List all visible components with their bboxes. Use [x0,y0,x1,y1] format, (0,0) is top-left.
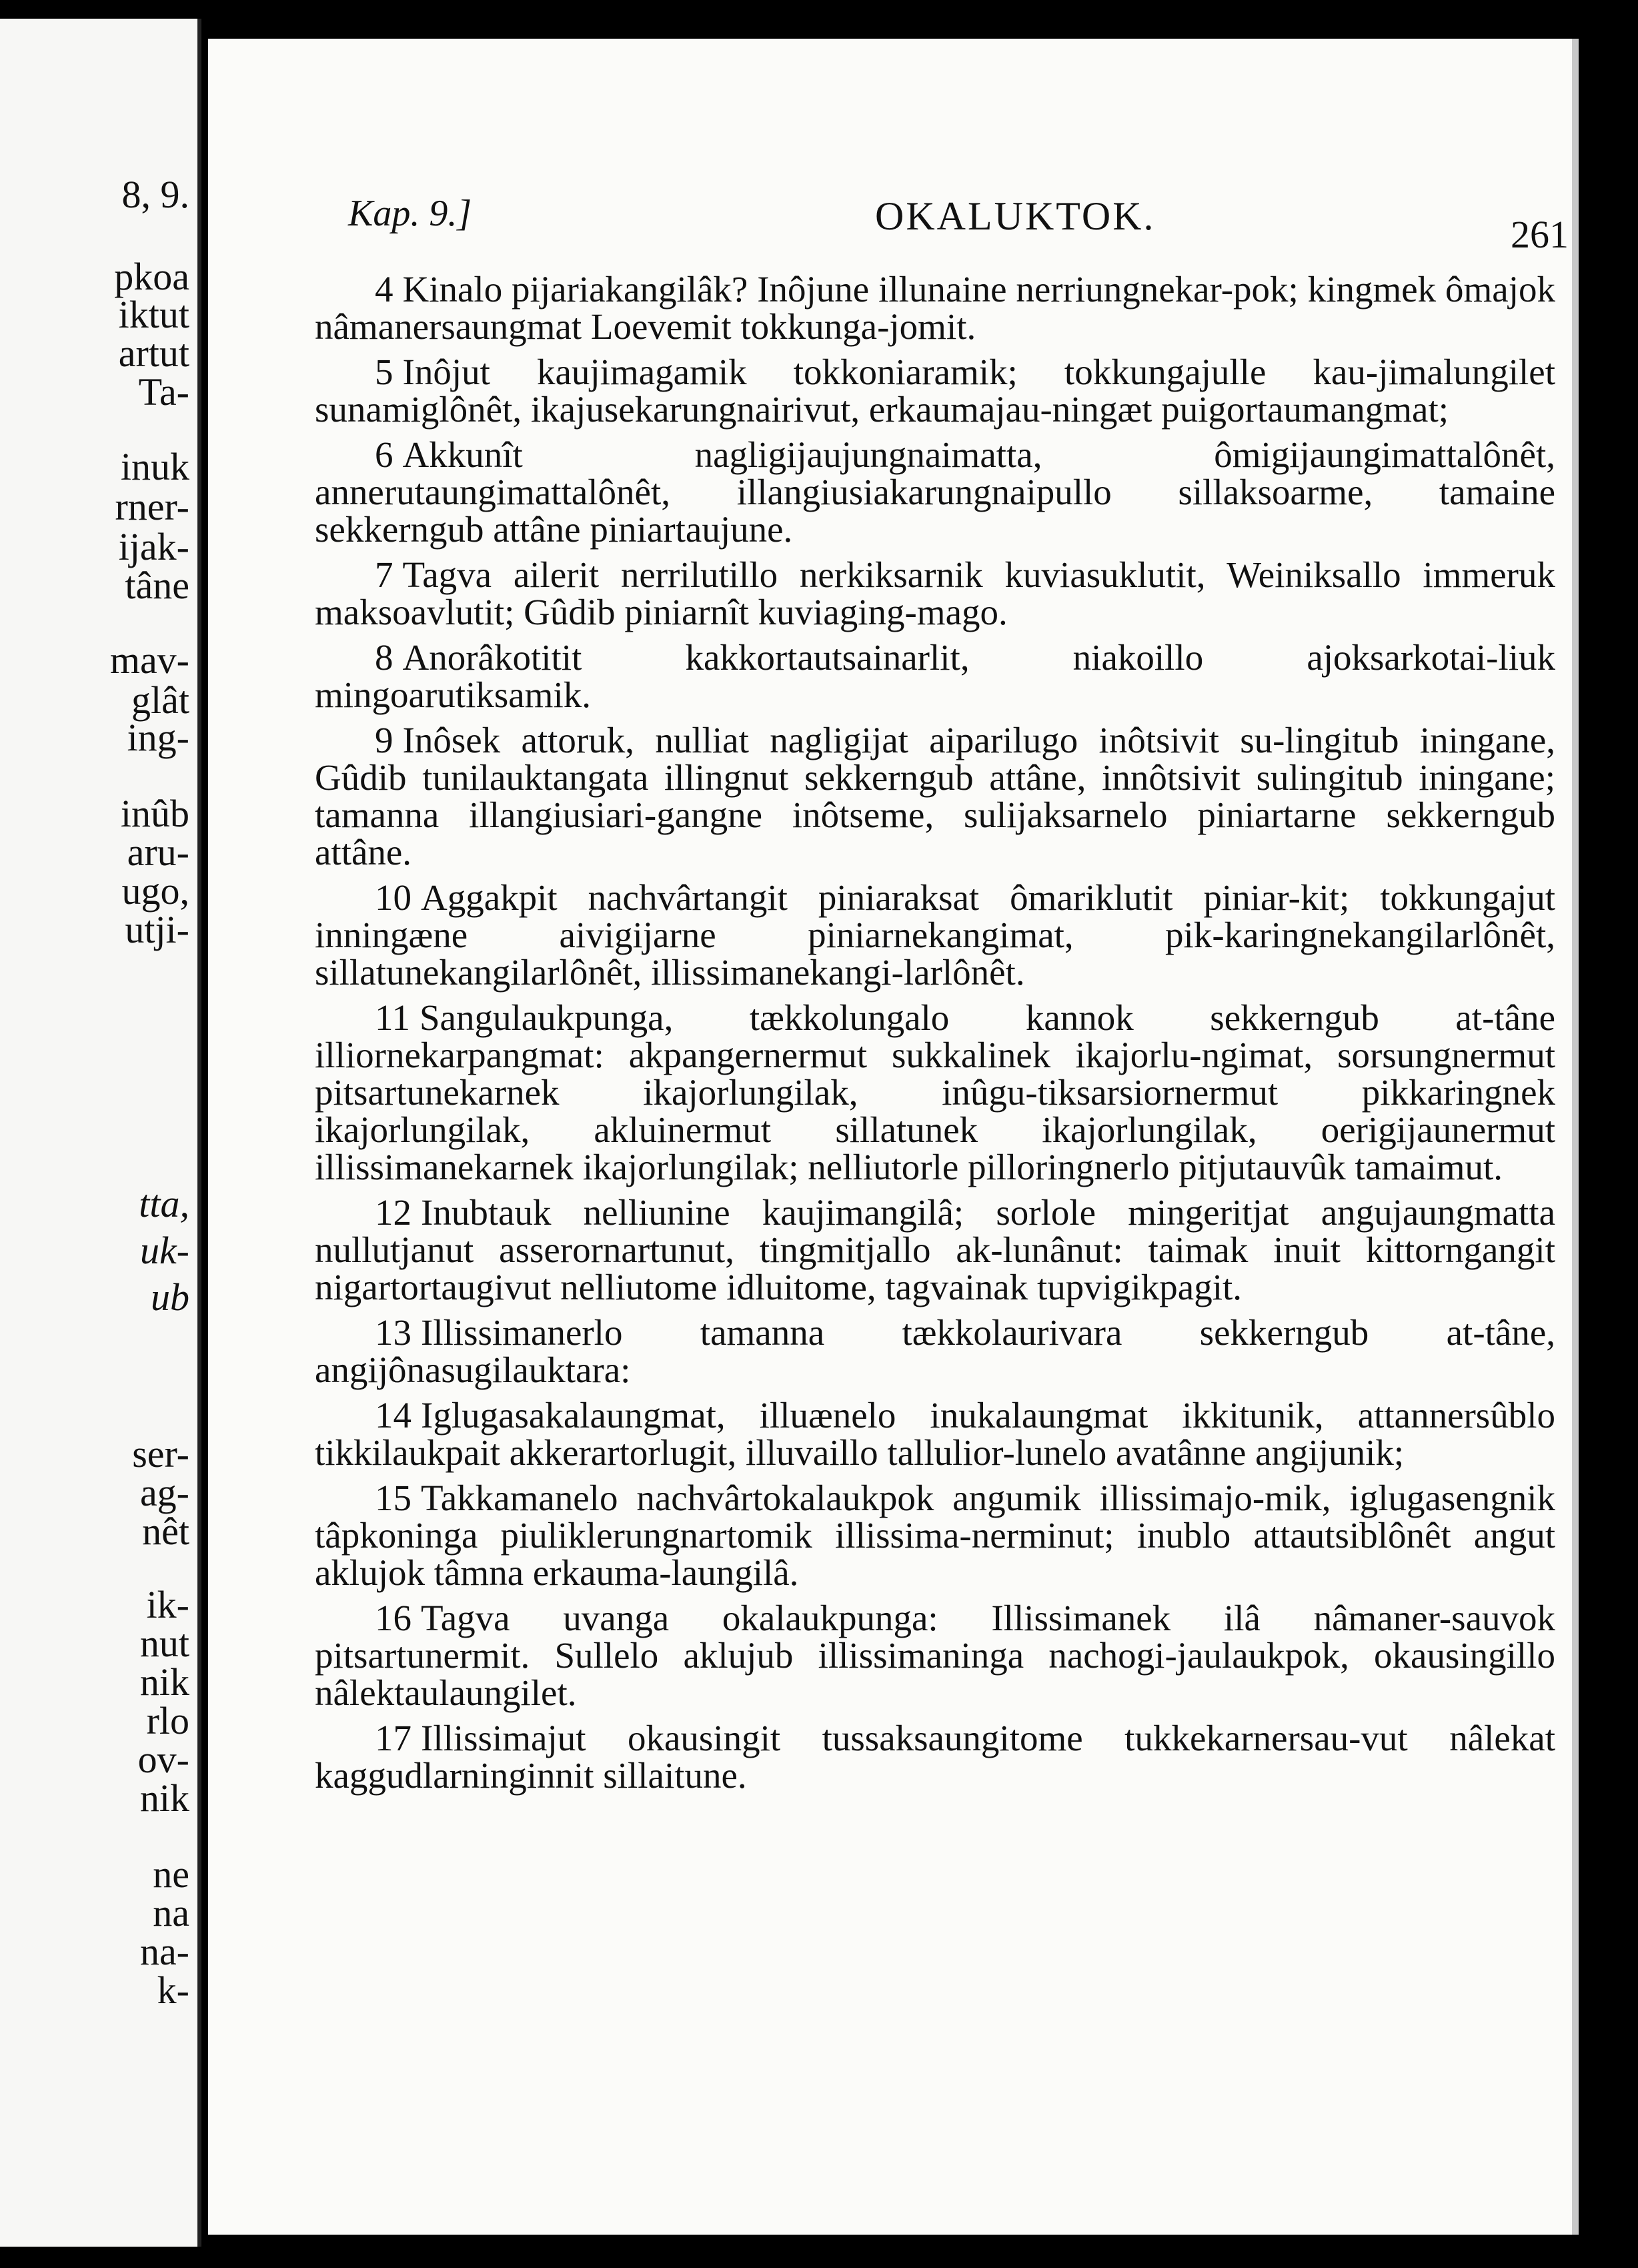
verse [315,722,1555,871]
margin-fragment: glât [131,678,189,722]
verse-text: Akkunît nagligijaujungnaimatta, ômigijaungimattalônêt, annerutaungimattalônêt, illangiusiakarungnaipullo sillaksoarme, tamaine sekkerngub attâne piniartaujune. [315,434,1555,550]
running-title: OKALUKTOK. [875,194,1156,238]
verse [315,354,1555,428]
verse-number: 7 [375,554,393,595]
running-header [348,187,1569,260]
verse-text: Inôjut kaujimagamik tokkoniaramik; tokkungajulle kau-jimalungilet sunamiglônêt, ikajusekarungnairivut, erkaumajau-ningæt puigortaumangmat; [315,352,1555,430]
verse-number: 16 [375,1598,412,1638]
verse-text: Tagva ailerit nerrilutillo nerkiksarnik kuviasuklutit, Weiniksallo immeruk maksoavlutit; Gûdib piniarnît kuviaging-mago. [315,554,1555,632]
verse-text: Anorâkotitit kakkortautsainarlit, niakoillo ajoksarkotai-liuk mingoarutiksamik. [315,637,1555,715]
margin-fragment: inuk [120,445,189,488]
verse [315,999,1555,1186]
verse-number: 4 [375,269,393,310]
verse [315,639,1555,714]
verse [315,879,1555,991]
verse [315,1480,1555,1592]
chapter-reference: Kap. 9.] [348,193,472,234]
verse [315,271,1555,346]
verse [315,1600,1555,1712]
facing-page-edge [0,19,201,2247]
book-page [208,39,1579,2235]
margin-fragment: nik [139,1776,189,1820]
margin-fragment: artut [118,332,189,375]
verse-text: Inubtauk nelliunine kaujimangilâ; sorlole mingeritjat angujaungmatta nullutjanut asserornartunut, tingmitjallo ak-lunânut: taimak inuit kittorngangit nigartortaugivut nelliutome idluitome, tagvainak tupvigikpagit. [315,1192,1555,1307]
margin-fragment: nut [139,1622,189,1665]
verse [315,1720,1555,1794]
margin-fragment: ijak- [118,525,189,568]
verse-number: 8 [375,637,393,678]
verse-number: 14 [375,1395,412,1436]
margin-fragment: utji- [125,908,189,951]
verse-number: 15 [375,1478,412,1518]
margin-fragment: 8, 9. [121,173,189,216]
margin-fragment: na- [139,1930,189,1973]
margin-fragment: rner- [115,485,189,528]
verse-number: 17 [375,1718,412,1758]
verse-text: Illissimajut okausingit tussaksaungitome tukkekarnersau-vut nâlekat kaggudlarninginnit sillaitune. [315,1718,1555,1796]
verse-text: Inôsek attoruk, nulliat nagligijat aiparilugo inôtsivit su-lingitub iningane, Gûdib tunilauktangata illingnut sekkerngub attâne, innôtsivit sulingitub iningane; tamanna illangiusiari-gangne inôtseme, sulijaksarnelo piniartarne sekkerngub attâne. [315,720,1555,873]
verse-number: 12 [375,1192,412,1233]
verse [315,556,1555,631]
verse [315,1397,1555,1472]
margin-fragment: ser- [132,1432,189,1476]
verse [315,1314,1555,1389]
margin-fragment: na [153,1891,189,1934]
verse-text: Iglugasakalaungmat, illuænelo inukalaungmat ikkitunik, attannersûblo tikkilaukpait akkerartorlugit, illuvaillo tallulior-lunelo avatânne angijunik; [315,1395,1555,1473]
margin-fragment: pkoa [114,255,189,298]
verse-number: 5 [375,352,393,392]
margin-fragment: ub [151,1275,189,1319]
margin-fragment: nêt [142,1510,189,1553]
margin-fragment: nik [139,1660,189,1704]
margin-fragment: uk- [139,1229,189,1272]
margin-fragment: ov- [137,1738,189,1781]
verse [315,1194,1555,1306]
margin-fragment: aru- [127,830,189,874]
margin-fragment: ag- [139,1471,189,1514]
page-number: 261 [1511,213,1569,256]
page-body [315,271,1555,1802]
verse-text: Kinalo pijariakangilâk? Inôjune illunaine nerriungnekar-pok; kingmek ômajok nâmanersaungmat Loevemit tokkunga-jomit. [315,269,1555,347]
verse-text: Tagva uvanga okalaukpunga: Illissimanek ilâ nâmaner-sauvok pitsartunermit. Sullelo aklujub illissimaninga nachogi-jaulaukpok, okausingillo nâlektaulaungilet. [315,1598,1555,1713]
verse-text: Illissimanerlo tamanna tækkolaurivara sekkerngub at-tâne, angijônasugilauktara: [315,1312,1555,1390]
margin-fragment: tta, [139,1182,189,1225]
margin-fragment: Ta- [138,370,189,414]
margin-fragment: k- [157,1968,189,2012]
verse-text: Takkamanelo nachvârtokalaukpok angumik illissimajo-mik, iglugasengnik tâpkoninga piuliklerungnartomik illissima-nerminut; inublo attautsiblônêt angut aklujok tâmna erkauma-laungilâ. [315,1478,1555,1593]
margin-fragment: ing- [127,716,189,759]
margin-fragment: rlo [146,1699,189,1742]
margin-fragment: iktut [118,293,189,336]
verse-text: Sangulaukpunga, tækkolungalo kannok sekkerngub at-tâne illiornekarpangmat: akpangernermut sukkalinek ikajorlu-ngimat, sorsungnermut pitsartunekarnek ikajorlungilak, inûgu-tiksarsiornermut pikkaringnek ikajorlungilak, akluinermut sillatunek ikajorlungilak, oerigijaunermut illissimanekarnek ikajorlungilak; nelliutorle pilloringnerlo pitjutauvûk tamaimut. [315,997,1555,1187]
margin-fragment: inûb [120,792,189,835]
margin-fragment: ik- [146,1583,189,1626]
margin-fragment: tâne [125,564,189,607]
verse-number: 11 [375,997,410,1038]
verse-number: 10 [375,877,412,918]
verse-number: 6 [375,434,393,475]
margin-fragment: ne [153,1852,189,1896]
verse-number: 9 [375,720,393,760]
verse-text: Aggakpit nachvârtangit piniaraksat ômariklutit piniar-kit; tokkungajut inningæne aivigijarne piniarnekangimat, pik-karingnekangilarlônêt, sillatunekangilarlônêt, illissimanekangi-larlônêt. [315,877,1555,993]
margin-fragment: ugo, [121,869,189,913]
verse-number: 13 [375,1312,412,1353]
verse [315,436,1555,548]
margin-fragment: mav- [109,638,189,682]
